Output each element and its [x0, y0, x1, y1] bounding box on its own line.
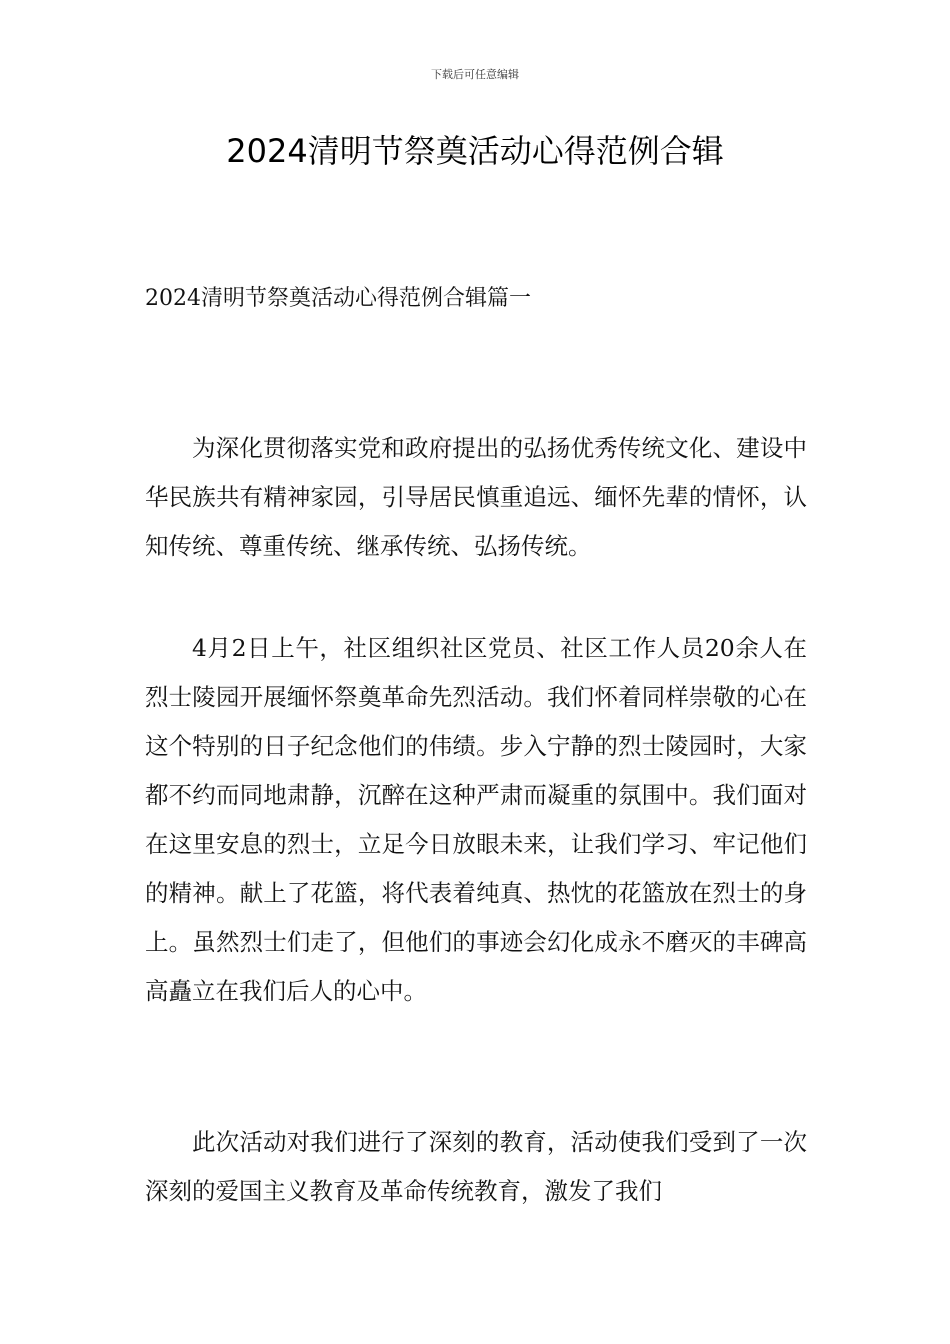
body-paragraph-3: 此次活动对我们进行了深刻的教育，活动使我们受到了一次深刻的爱国主义教育及革命传统教育，激发了我们 — [145, 1128, 807, 1205]
section-heading: 2024清明节祭奠活动心得范例合辑篇一 — [145, 286, 531, 311]
body-paragraph-2: 4月2日上午，社区组织社区党员、社区工作人员20余人在烈士陵园开展缅怀祭奠革命先烈活动。我们怀着同样崇敬的心在这个特别的日子纪念他们的伟绩。步入宁静的烈士陵园时，大家都不约而同地肃静，沉醉在这种严肃而凝重的氛围中。我们面对在这里安息的烈士，立足今日放眼未来，让我们学习、牢记他们的精神。献上了花篮，将代表着纯真、热忱的花篮放在烈士的身上。虽然烈士们走了，但他们的事迹会幻化成永不磨灭的丰碑高高矗立在我们后人的心中。 — [145, 634, 807, 1005]
header-note: 下载后可任意编辑 — [431, 68, 519, 81]
document-title: 2024清明节祭奠活动心得范例合辑 — [226, 132, 724, 170]
body-paragraph-1: 为深化贯彻落实党和政府提出的弘扬优秀传统文化、建设中华民族共有精神家园，引导居民慎重追远、缅怀先辈的情怀，认知传统、尊重传统、继承传统、弘扬传统。 — [145, 434, 807, 560]
